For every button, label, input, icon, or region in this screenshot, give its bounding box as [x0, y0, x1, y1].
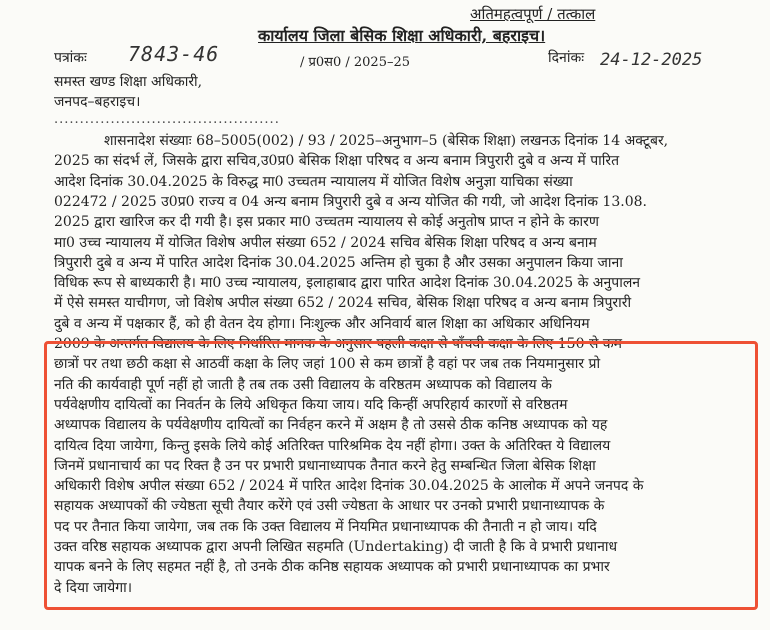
body-line: शासनादेश संख्याः 68–5005(002) / 93 / 2025–अनुभाग–5 (बेसिक शिक्षा) लखनऊ दिनांक 14 अक्टूबर, — [104, 133, 669, 149]
body-line: 2009 के अन्तर्गत विद्यालय के लिए निर्धारित मानक के अनुसार पहली कक्षा से पाँचवी कक्षा के लिए 150 से कम — [54, 336, 622, 352]
body-line: पद पर तैनात किया जायेगा, जब तक कि उक्त विद्यालय में नियमित प्रधानाध्यापक की तैनाती न हो जाय। यदि — [54, 518, 597, 535]
body-line: दुबे व अन्य में पक्षकार हैं, को ही वेतन देय होगा। निःशुल्क और अनिवार्य बाल शिक्षा का अधिकार अधिनियम — [54, 315, 590, 332]
body-line: मा0 उच्च न्यायालय में योजित विशेष अपील संख्या 652 / 2024 सचिव बेसिक शिक्षा परिषद व अन्य बनाम — [54, 234, 597, 251]
body-line: विधिक रूप से बाध्यकारी है। मा0 उच्च न्यायालय, इलाहाबाद द्वारा पारित आदेश दिनांक 30.04.2025 के अनुपालन — [54, 275, 641, 292]
body-line: यापक बनने के लिए सहमत नहीं है, तो उनके ठीक कनिष्ठ सहायक अध्यापक को प्रभारी प्रधानाध्यापक का प्रभार — [54, 559, 610, 576]
body-line: पर्यवेक्षणीय दायित्वों का निवर्तन के लिये अधिकृत किया जाय। यदि किन्हीं अपरिहार्य कारणों से वरिष्ठतम — [54, 396, 568, 413]
body-line: छात्रों पर तथा छठी कक्षा से आठवीं कक्षा के लिए जहां 100 से कम छात्रों है वहां पर जब तक नियमानुसार प्रो — [54, 356, 601, 373]
body-line: सहायक अध्यापकों की ज्येष्ठता सूची तैयार करेंगे एवं उसी ज्येष्ठता के आधार पर उनको प्रभारी प्रधानाध्यापक के — [54, 498, 605, 515]
body-line: 022472 / 2025 उ0प्र0 राज्य व 04 अन्य बनाम त्रिपुरारी दुबे व अन्य योजित की गयी, जो आदेश दिनांक 13.08. — [54, 193, 647, 210]
body-line: आदेश दिनांक 30.04.2025 के विरुद्ध मा0 उच्चतम न्यायालय में योजित विशेष अनुज्ञा याचिका संख्या — [54, 173, 573, 190]
highlight-box — [44, 341, 758, 610]
body-line: नति की कार्यवाही पूर्ण नहीं हो जाती है तब तक उसी विद्यालय के वरिष्ठतम अध्यापक को विद्यालय के — [54, 376, 552, 393]
ref-label: पत्रांकः — [54, 50, 87, 66]
date-label: दिनांकः — [548, 50, 585, 66]
body-line: 2025 द्वारा खारिज कर दी गयी है। इस प्रकार मा0 उच्चतम न्यायालय से कोई अनुतोष प्राप्त न होने के कारण — [54, 214, 600, 231]
body-line: अधिकारी विशेष अपील संख्या 652 / 2024 में पारित आदेश दिनांक 30.04.2025 के आलोक में अपने जनपद के — [54, 478, 644, 495]
body-line: दे दिया जायेगा। — [54, 579, 133, 596]
divider: ............................................ — [54, 112, 280, 127]
office-title: कार्यालय जिला बेसिक शिक्षा अधिकारी, बहराइच। — [258, 26, 546, 45]
body-line: दायित्व दिया जायेगा, किन्तु इसके लिये कोई अतिरिक्त पारिश्रमिक देय नहीं होगा। उक्त के अतिरिक्त ये विद्यालय — [54, 437, 611, 454]
body-line: में ऐसे समस्त याचीगण, जो विशेष अपील संख्या 652 / 2024 सचिव, बेसिक शिक्षा परिषद व अन्य बनाम त्रिपुरारी — [54, 295, 632, 312]
ref-handwritten: 7843-46 — [128, 42, 220, 66]
body-line: जिनमें प्रधानाचार्य का पद रिक्त है उन पर प्रभारी प्रधानाध्यापक तैनात करने हेतु सम्बन्धित जिला बेसिक शिक्षा — [54, 457, 596, 474]
body-line: उक्त वरिष्ठ सहायक अध्यापक द्वारा अपनी लिखित सहमति (Undertaking) दी जाती है कि वे प्रभारी प्रधानाध — [54, 539, 618, 555]
ref-number: / प्र0स0 / 2025–25 — [300, 55, 411, 70]
recipient-line-1: समस्त खण्ड शिक्षा अधिकारी, — [54, 74, 203, 90]
body-line: त्रिपुरारी दुबे व अन्य में पारित आदेश दिनांक 30.04.2025 अन्तिम हो चुका है और उसका अनुपालन किया जाना — [54, 254, 623, 271]
body-line: अध्यापक विद्यालय के पर्यवेक्षणीय दायित्वों का निर्वहन करने में अक्षम है तो उससे ठीक कनिष्ठ अध्यापक को यह — [54, 417, 608, 434]
urgent-label: अतिमहत्वपूर्ण / तत्काल — [470, 5, 596, 23]
date-handwritten: 24-12-2025 — [600, 50, 703, 70]
recipient-line-2: जनपद–बहराइच। — [54, 94, 141, 110]
body-line: 2025 का संदर्भ लें, जिसके द्वारा सचिव,उ0प्र0 बेसिक शिक्षा परिषद व अन्य बनाम त्रिपुरारी दुबे व अन्य में पारित — [54, 153, 620, 170]
